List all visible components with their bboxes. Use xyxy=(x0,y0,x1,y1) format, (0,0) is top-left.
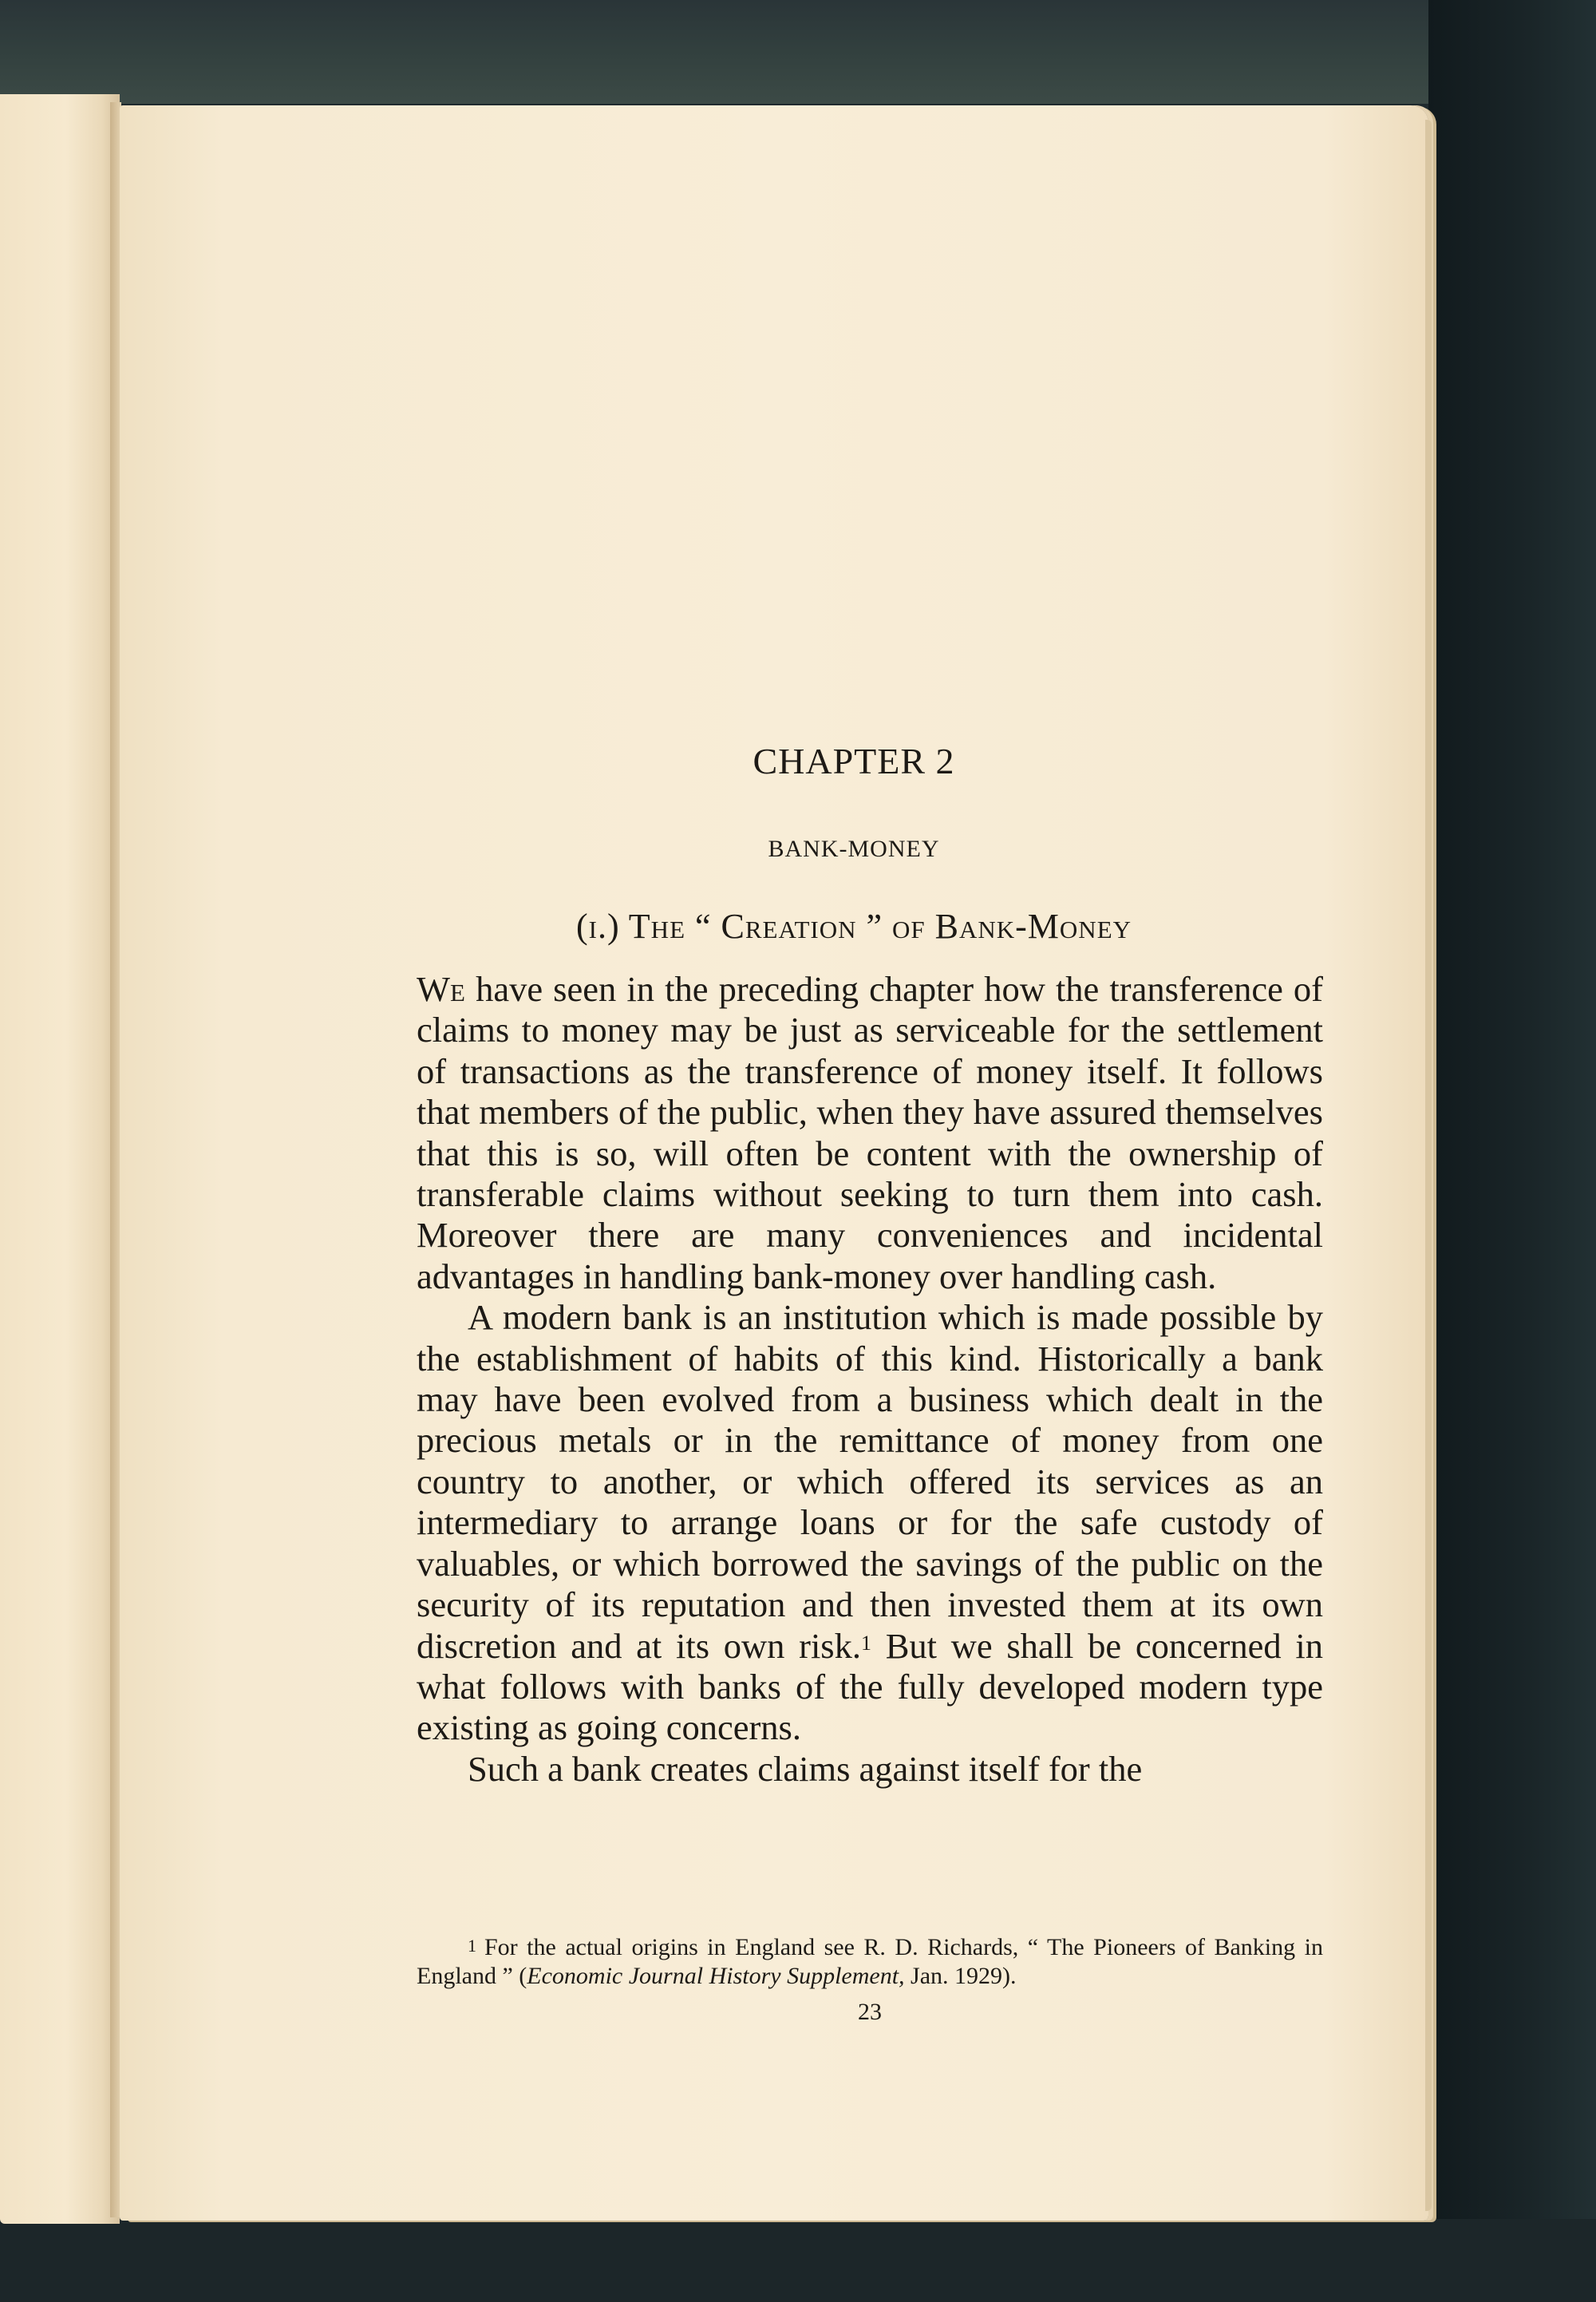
section-heading xyxy=(417,906,1323,947)
body-text xyxy=(417,969,1323,1790)
paragraph-2 xyxy=(417,1297,1323,1748)
footnote-reference: 1 xyxy=(861,1631,872,1655)
paragraph-1-first-word: We xyxy=(417,969,465,1009)
book-page xyxy=(120,105,1428,2221)
chapter-title-text: CHAPTER 2 xyxy=(753,741,955,781)
paragraph-2-text: A modern bank is an institution which is made possible by the establishment of habits of this kind. Historically a bank may have been evolved from a business which dealt in the precious metals or in the remittance of money from one country to another, or which offered its services as an intermediary to arrange loans or for the safe custody of valuables, or which borrowed the savings of the public on the security of its reputation and then invested them at its own discretion and at its own risk. xyxy=(417,1297,1323,1666)
footnotes xyxy=(417,1933,1323,1991)
paragraph-1-text: have seen in the preceding chapter how the transference of claims to money may be just as serviceable for the settlement of transactions as the transference of money itself. It follows that members of the public, when they have assured themselves that this is so, will often be content with the ownership of transferable claims without seeking to turn them into cash. Moreover there are many conveniences and incidental advantages in handling bank-money over handling cash. xyxy=(417,969,1324,1296)
paragraph-2-continued: But we shall be concerned in what follows with banks of the fully developed modern type existing as going concerns. xyxy=(417,1625,1324,1748)
chapter-subtitle xyxy=(417,836,1323,863)
footnote-mark: 1 xyxy=(468,1936,476,1956)
paragraph-3-text: Such a bank creates claims against itself for the xyxy=(468,1748,1143,1789)
footnote-text: For the actual origins in England see R. D. Richards, “ The Pioneers of Banking in England ” ( xyxy=(417,1934,1323,1989)
chapter-subtitle-text: BANK-MONEY xyxy=(768,836,940,862)
paragraph-3 xyxy=(417,1749,1323,1790)
background-board-top xyxy=(0,0,1596,104)
chapter-title xyxy=(417,740,1323,782)
left-page-edge xyxy=(0,94,120,2224)
background-board-bottom xyxy=(0,2219,1596,2302)
page-number: 23 xyxy=(858,1999,882,2025)
section-heading-text: (i.) The “ Creation ” of Bank-Money xyxy=(575,907,1132,946)
page-edge-shadow xyxy=(1425,120,1432,2211)
footnote-1 xyxy=(417,1933,1323,1991)
footnote-italic-text: Economic Journal History Supplement, xyxy=(527,1963,905,1989)
background-board-right xyxy=(1428,0,1596,2302)
footnote-text-end: Jan. 1929). xyxy=(904,1963,1017,1989)
paragraph-1 xyxy=(417,969,1323,1297)
